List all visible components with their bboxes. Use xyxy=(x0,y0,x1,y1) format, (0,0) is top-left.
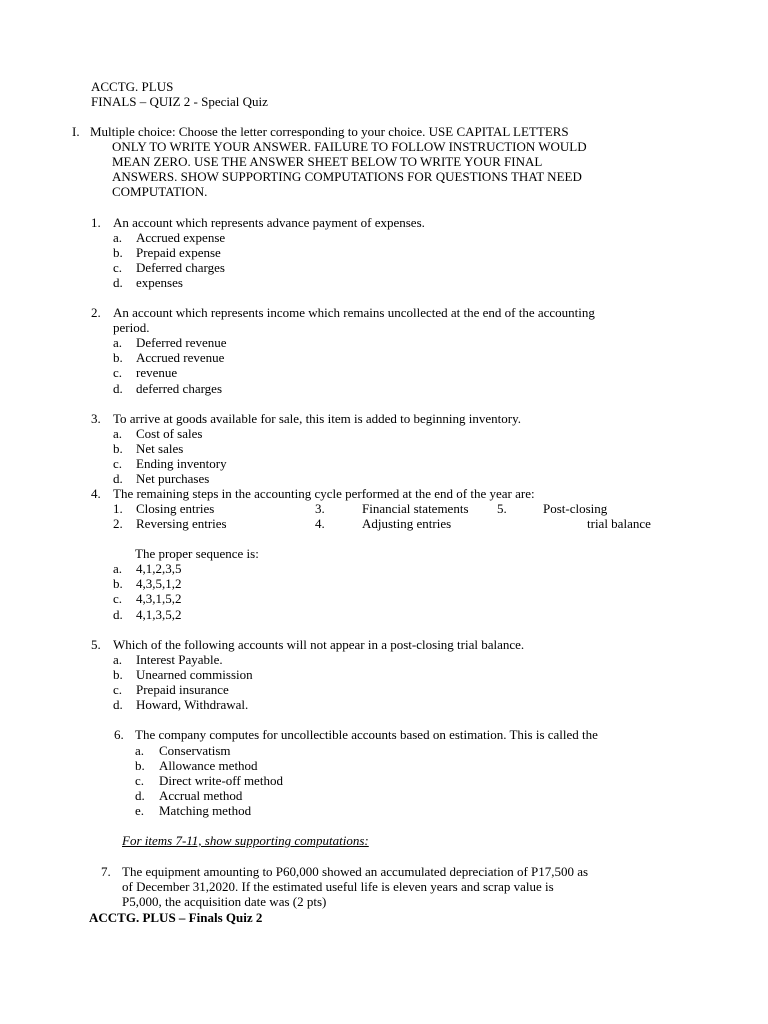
question-number: 1. xyxy=(91,215,101,230)
step-text: Closing entries xyxy=(136,501,215,516)
option-letter: b. xyxy=(113,245,123,260)
option-letter: d. xyxy=(113,607,123,622)
option-text: Ending inventory xyxy=(136,456,227,471)
option-text: Accrual method xyxy=(159,788,243,803)
option-text: 4,3,1,5,2 xyxy=(136,591,182,606)
option-text: Prepaid expense xyxy=(136,245,221,260)
step-number: 1. xyxy=(113,501,123,516)
option-text: Matching method xyxy=(159,803,252,818)
step-number: 4. xyxy=(315,516,325,531)
option-letter: c. xyxy=(135,773,145,788)
step-text: Financial statements xyxy=(362,501,469,516)
question-text: P5,000, the acquisition date was (2 pts) xyxy=(122,894,327,909)
question-text: An account which represents advance payment of expenses. xyxy=(113,215,425,230)
option-letter: d. xyxy=(113,381,123,396)
step-number: 5. xyxy=(497,501,507,516)
option-letter: c. xyxy=(113,682,123,697)
option-letter: a. xyxy=(113,561,123,576)
option-letter: d. xyxy=(113,697,123,712)
step-number: 2. xyxy=(113,516,123,531)
question-number: 2. xyxy=(91,305,101,320)
option-letter: c. xyxy=(113,456,123,471)
option-text: 4,3,5,1,2 xyxy=(136,576,182,591)
option-text: Allowance method xyxy=(159,758,258,773)
option-letter: c. xyxy=(113,591,123,606)
option-letter: e. xyxy=(135,803,145,818)
option-text: Howard, Withdrawal. xyxy=(136,697,249,712)
step-text: Reversing entries xyxy=(136,516,227,531)
step-number: 3. xyxy=(315,501,325,516)
option-text: Prepaid insurance xyxy=(136,682,229,697)
option-text: Direct write-off method xyxy=(159,773,283,788)
computation-note: For items 7-11, show supporting computations: xyxy=(122,833,369,848)
question-number: 5. xyxy=(91,637,101,652)
instructions-line: COMPUTATION. xyxy=(112,184,208,199)
option-letter: b. xyxy=(113,350,123,365)
option-text: deferred charges xyxy=(136,381,223,396)
option-letter: a. xyxy=(135,743,145,758)
question-number: 4. xyxy=(91,486,101,501)
option-letter: b. xyxy=(113,576,123,591)
option-text: Net purchases xyxy=(136,471,210,486)
option-text: Unearned commission xyxy=(136,667,253,682)
option-letter: b. xyxy=(135,758,145,773)
section-number: I. xyxy=(72,124,80,139)
option-letter: c. xyxy=(113,260,123,275)
option-letter: c. xyxy=(113,365,123,380)
question-text: The equipment amounting to P60,000 showed an accumulated depreciation of P17,500 as xyxy=(122,864,589,879)
option-text: Deferred charges xyxy=(136,260,225,275)
option-letter: a. xyxy=(113,426,123,441)
option-letter: d. xyxy=(135,788,145,803)
question-number: 7. xyxy=(101,864,111,879)
option-letter: a. xyxy=(113,652,123,667)
question-number: 6. xyxy=(114,727,124,742)
question-text: The company computes for uncollectible accounts based on estimation. This is called the xyxy=(135,727,598,742)
step-text: Adjusting entries xyxy=(362,516,452,531)
option-letter: b. xyxy=(113,667,123,682)
sequence-label: The proper sequence is: xyxy=(135,546,259,561)
question-number: 3. xyxy=(91,411,101,426)
option-text: Cost of sales xyxy=(136,426,203,441)
question-text: of December 31,2020. If the estimated useful life is eleven years and scrap value is xyxy=(122,879,554,894)
option-letter: a. xyxy=(113,230,123,245)
instructions-line: MEAN ZERO. USE THE ANSWER SHEET BELOW TO WRITE YOUR FINAL xyxy=(112,154,543,169)
option-text: Net sales xyxy=(136,441,184,456)
doc-subtitle: FINALS – QUIZ 2 - Special Quiz xyxy=(91,94,268,109)
doc-title: ACCTG. PLUS xyxy=(91,79,174,94)
step-text: Post-closing xyxy=(543,501,608,516)
question-text: The remaining steps in the accounting cycle performed at the end of the year are: xyxy=(113,486,535,501)
option-text: expenses xyxy=(136,275,183,290)
instructions-line: ONLY TO WRITE YOUR ANSWER. FAILURE TO FOLLOW INSTRUCTION WOULD xyxy=(112,139,587,154)
step-text: trial balance xyxy=(587,516,651,531)
option-text: Conservatism xyxy=(159,743,231,758)
question-text: period. xyxy=(113,320,150,335)
option-text: Accrued revenue xyxy=(136,350,225,365)
question-text: To arrive at goods available for sale, this item is added to beginning inventory. xyxy=(113,411,522,426)
option-text: 4,1,2,3,5 xyxy=(136,561,182,576)
option-letter: d. xyxy=(113,471,123,486)
question-text: An account which represents income which remains uncollected at the end of the accounting xyxy=(113,305,595,320)
instructions-line: ANSWERS. SHOW SUPPORTING COMPUTATIONS FOR QUESTIONS THAT NEED xyxy=(112,169,582,184)
option-letter: a. xyxy=(113,335,123,350)
option-letter: b. xyxy=(113,441,123,456)
option-text: Deferred revenue xyxy=(136,335,227,350)
option-text: Accrued expense xyxy=(136,230,226,245)
option-letter: d. xyxy=(113,275,123,290)
page-footer: ACCTG. PLUS – Finals Quiz 2 xyxy=(89,910,263,925)
question-text: Which of the following accounts will not appear in a post-closing trial balance. xyxy=(113,637,525,652)
option-text: revenue xyxy=(136,365,178,380)
option-text: Interest Payable. xyxy=(136,652,223,667)
option-text: 4,1,3,5,2 xyxy=(136,607,182,622)
instructions-line: Multiple choice: Choose the letter corresponding to your choice. USE CAPITAL LETTERS xyxy=(90,124,569,139)
